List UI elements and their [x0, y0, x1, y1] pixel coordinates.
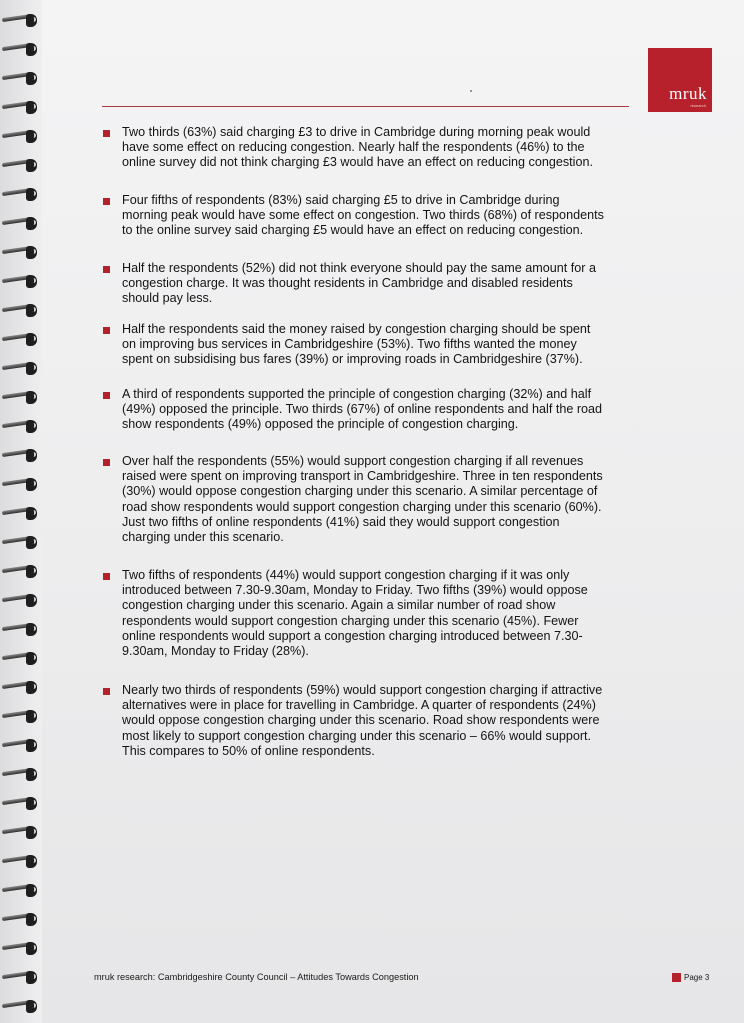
binding-ring [2, 360, 38, 378]
binding-ring [2, 911, 38, 929]
binding-ring [2, 99, 38, 117]
binding-hole [26, 217, 37, 230]
bullet-square-icon [103, 688, 110, 695]
binding-hole [26, 507, 37, 520]
binding-ring [2, 447, 38, 465]
binding-ring [2, 302, 38, 320]
binding-hole [26, 797, 37, 810]
binding-ring [2, 215, 38, 233]
binding-hole [26, 43, 37, 56]
binding-ring [2, 766, 38, 784]
binding-hole [26, 768, 37, 781]
footer-square-icon [672, 973, 681, 982]
binding-ring [2, 621, 38, 639]
binding-hole [26, 246, 37, 259]
binding-hole [26, 536, 37, 549]
bullet-item-6: Over half the respondents (55%) would support congestion charging if all revenues raised were spent on improving transport in Cambridgeshire. Three in ten respondents (30%) would oppose congestion charging under this scenario. A similar percentage of road show respondents would support congestion charging under this scenario (60%). Just two fifths of online respondents (41%) said they would support congestion charging under this scenario. [122, 454, 603, 545]
binding-ring [2, 940, 38, 958]
binding-ring [2, 853, 38, 871]
binding-ring [2, 244, 38, 262]
logo-text: mruk [669, 84, 707, 103]
bullet-square-icon [103, 198, 110, 205]
binding-ring [2, 476, 38, 494]
binding-hole [26, 942, 37, 955]
binding-ring [2, 41, 38, 59]
footer-caption: mruk research: Cambridgeshire County Council – Attitudes Towards Congestion [94, 972, 419, 982]
binding-hole [26, 826, 37, 839]
binding-hole [26, 971, 37, 984]
binding-hole [26, 913, 37, 926]
bullet-item-3: Half the respondents (52%) did not think everyone should pay the same amount for a congestion charge. It was thought residents in Cambridge and disabled residents should pay less. [122, 261, 596, 306]
binding-ring [2, 389, 38, 407]
binding-ring [2, 186, 38, 204]
binding-hole [26, 159, 37, 172]
bullet-item-2: Four fifths of respondents (83%) said charging £5 to drive in Cambridge during morning peak would have some effect on congestion. Two thirds (68%) of respondents to the online survey said charging £5 would have an effect on reducing congestion. [122, 193, 604, 238]
binding-hole [26, 304, 37, 317]
binding-ring [2, 563, 38, 581]
binding-ring [2, 795, 38, 813]
bullet-square-icon [103, 130, 110, 137]
binding-hole [26, 594, 37, 607]
binding-ring [2, 679, 38, 697]
bullet-square-icon [103, 459, 110, 466]
binding-ring [2, 418, 38, 436]
binding-hole [26, 565, 37, 578]
bullet-square-icon [103, 573, 110, 580]
binding-hole [26, 275, 37, 288]
binding-ring [2, 592, 38, 610]
header-rule [102, 106, 629, 107]
binding-hole [26, 652, 37, 665]
binding-ring [2, 969, 38, 987]
binding-hole [26, 739, 37, 752]
binding-ring [2, 505, 38, 523]
binding-hole [26, 710, 37, 723]
bullet-item-5: A third of respondents supported the principle of congestion charging (32%) and half (49%) opposed the principle. Two thirds (67%) of online respondents and half the road show respondents (49%) opposed the principle of congestion charging. [122, 387, 603, 432]
binding-hole [26, 855, 37, 868]
binding-ring [2, 12, 38, 30]
binding-ring [2, 650, 38, 668]
binding-hole [26, 333, 37, 346]
binding-hole [26, 478, 37, 491]
binding-hole [26, 449, 37, 462]
bullet-item-7: Two fifths of respondents (44%) would support congestion charging if it was only introduced between 7.30-9.30am, Monday to Friday. Two fifths (39%) would oppose congestion charging under this scenario. Again a similar number of road show respondents would support congestion charging under this scenario (45%). Fewer online respondents would support a congestion charging introduced between 7.30- 9.30am, Monday to Friday (28%). [122, 568, 588, 659]
binding-ring [2, 331, 38, 349]
binding-hole [26, 130, 37, 143]
binding-hole [26, 188, 37, 201]
binding-ring [2, 708, 38, 726]
paper-speck [470, 90, 472, 92]
binding-ring [2, 998, 38, 1016]
bullet-item-4: Half the respondents said the money raised by congestion charging should be spent on improving bus services in Cambridgeshire (53%). Two fifths wanted the money spent on subsidising bus fares (39%) or improving roads in Cambridgeshire (37%). [122, 322, 591, 367]
mruk-logo [648, 48, 712, 112]
binding-hole [26, 391, 37, 404]
bullet-square-icon [103, 327, 110, 334]
logo-subtext: research [690, 103, 706, 108]
binding-ring [2, 273, 38, 291]
binding-ring [2, 128, 38, 146]
binding-hole [26, 884, 37, 897]
binding-hole [26, 101, 37, 114]
bullet-item-1: Two thirds (63%) said charging £3 to drive in Cambridge during morning peak would have some effect on reducing congestion. Nearly half the respondents (46%) to the online survey did not think charging £3 would have an effect on reducing congestion. [122, 125, 593, 170]
binding-hole [26, 72, 37, 85]
binding-hole [26, 1000, 37, 1013]
bullet-square-icon [103, 392, 110, 399]
binding-ring [2, 824, 38, 842]
binding-ring [2, 157, 38, 175]
binding-ring [2, 534, 38, 552]
binding-hole [26, 420, 37, 433]
spiral-binding [0, 0, 42, 1023]
binding-ring [2, 737, 38, 755]
bullet-square-icon [103, 266, 110, 273]
binding-hole [26, 362, 37, 375]
page-number: Page 3 [684, 973, 710, 982]
binding-ring [2, 70, 38, 88]
binding-hole [26, 623, 37, 636]
binding-ring [2, 882, 38, 900]
bullet-item-8: Nearly two thirds of respondents (59%) would support congestion charging if attractive alternatives were in place for travelling in Cambridge. A quarter of respondents (24%) would oppose congestion charging under this scenario. Road show respondents were most likely to support congestion charging under this scenario – 66% would support. This compares to 50% of online respondents. [122, 683, 603, 758]
binding-hole [26, 14, 37, 27]
binding-hole [26, 681, 37, 694]
